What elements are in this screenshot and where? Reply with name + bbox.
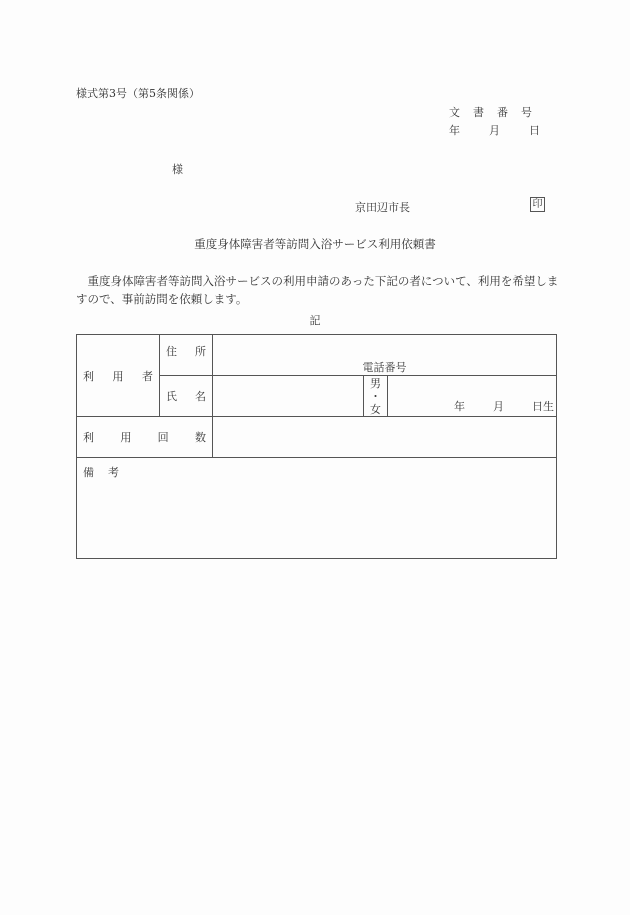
usage-count-label-cell: 利 用 回 数 xyxy=(77,417,213,458)
body-text: 重度身体障害者等訪問入浴サービスの利用申請のあった下記の者について、利用を希望しますので、事前訪問を依頼します。 xyxy=(76,274,559,306)
remarks-label: 備 考 xyxy=(83,466,119,479)
remarks-field[interactable] xyxy=(77,458,557,559)
gender-selector[interactable]: 男 ・ 女 xyxy=(364,376,388,417)
document-title: 重度身体障害者等訪問入浴サービス利用依頼書 xyxy=(194,237,436,251)
phone-label: 電話番号 xyxy=(362,361,407,374)
usage-count-field[interactable] xyxy=(213,417,557,458)
form-number: 様式第3号（第5条関係） xyxy=(76,87,200,100)
address-label-cell: 住 所 xyxy=(160,335,213,376)
request-form-table xyxy=(76,334,557,559)
birth-date-field[interactable]: 年 月 日生 xyxy=(388,376,557,417)
name-label-cell: 氏 名 xyxy=(160,376,213,417)
issuer-name: 京田辺市長 xyxy=(355,201,410,214)
user-label: 利 用 者 xyxy=(83,369,153,383)
date-line: 年 月 日 xyxy=(449,124,540,137)
address-field[interactable] xyxy=(213,335,557,376)
user-label-cell xyxy=(77,335,160,417)
seal-mark: 印 xyxy=(530,197,545,212)
ki-heading: 記 xyxy=(309,314,321,327)
name-field[interactable] xyxy=(213,376,364,417)
addressee-suffix: 様 xyxy=(172,163,183,176)
document-number-label: 文 書 番 号 xyxy=(449,106,532,119)
